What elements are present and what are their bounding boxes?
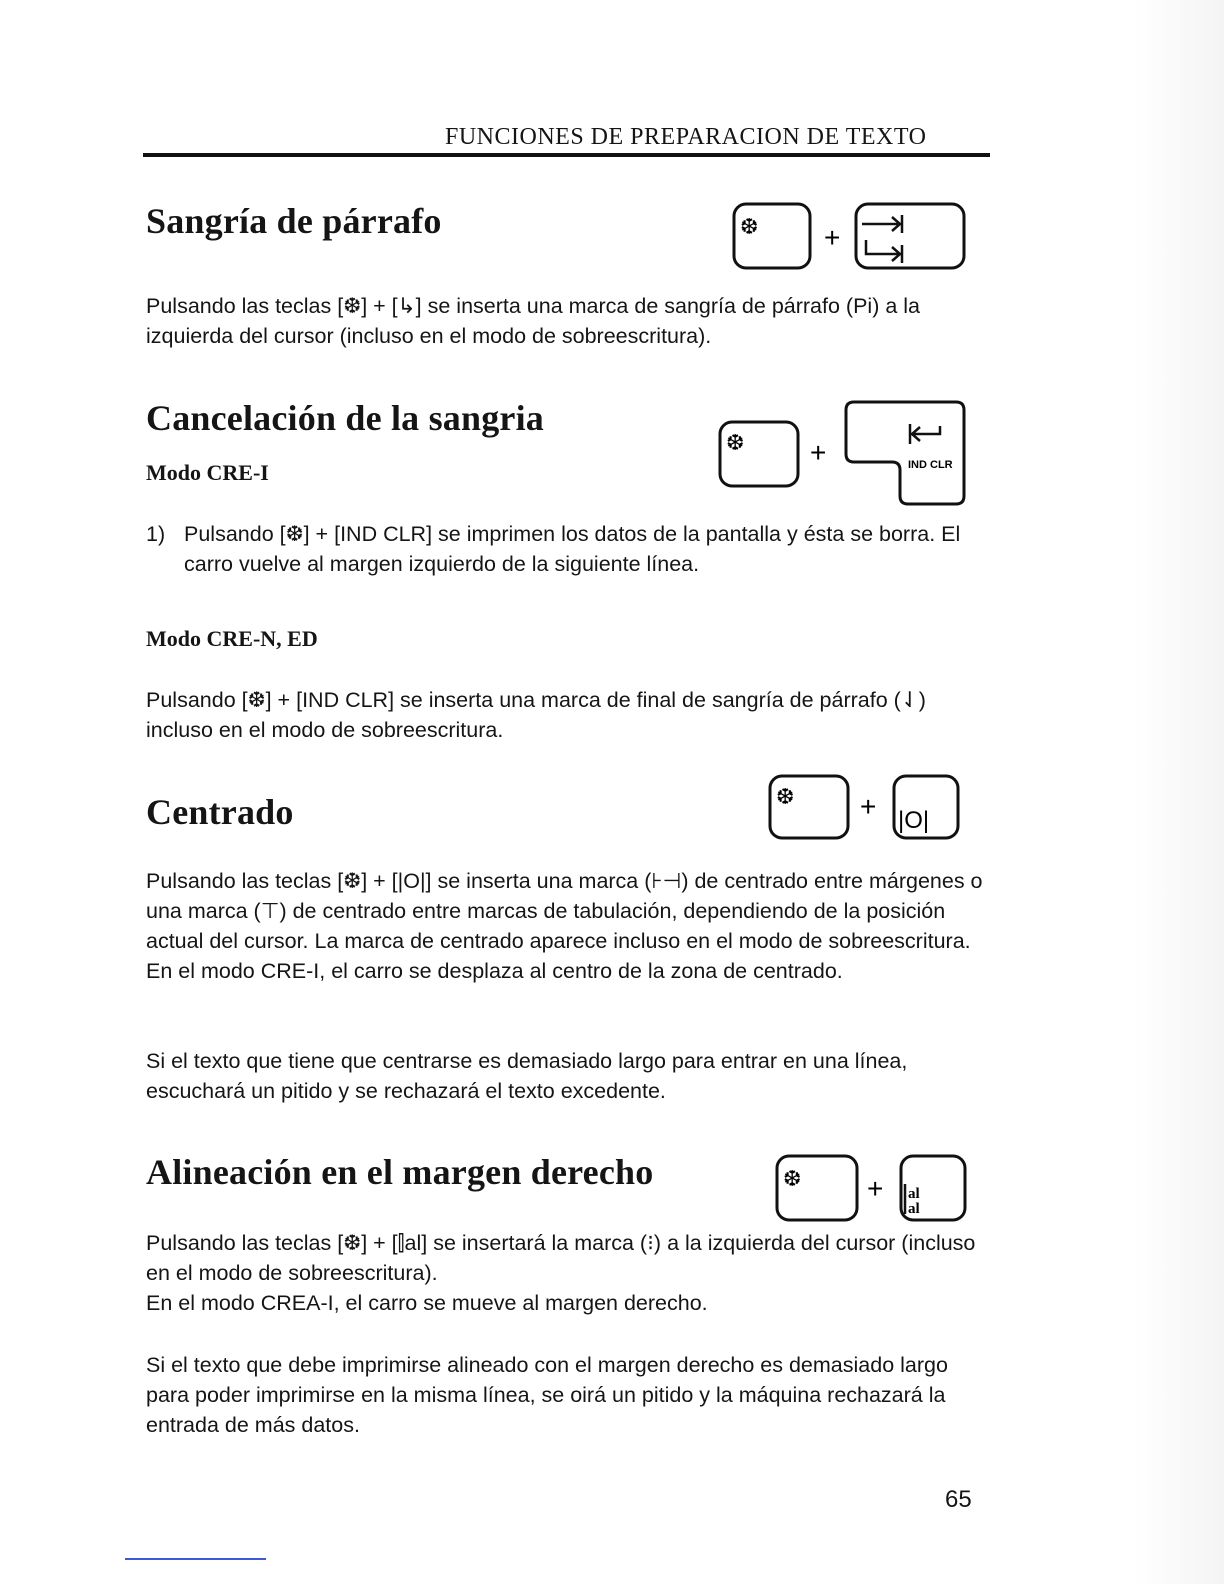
subtitle-modo-cre-i: Modo CRE-I: [146, 460, 269, 485]
align-key-label-top: al: [908, 1186, 920, 1202]
paragraph-centrado-2: Si el texto que tiene que centrarse es demasiado largo para entrar en una línea, escuchará un pitido y se rechazará el texto excedente.: [146, 1049, 908, 1103]
paragraph-alineacion-1: Pulsando las teclas [❆] + [⫿al] se insertará la marca (⁝) a la izquierda del cursor (incluso en el modo de sobreescritura).: [146, 1231, 976, 1285]
key-combo-align: [775, 1154, 971, 1224]
key-combo-align-diagram: [775, 1154, 971, 1224]
page-number: 65: [945, 1486, 972, 1513]
paragraph-alineacion-2: Si el texto que debe imprimirse alineado con el margen derecho es demasiado largo para poder imprimirse en la misma línea, se oirá un pitido y la máquina rechazará la entrada de más datos.: [146, 1353, 948, 1437]
header-rule: [143, 153, 990, 157]
paragraph-sangria: Pulsando las teclas [❆] + [↳] se inserta una marca de sangría de párrafo (Pi) a la izquierda del cursor (incluso en el modo de sobreescritura).: [146, 294, 920, 348]
plus-sign: +: [824, 222, 841, 253]
code-key-symbol: ❆: [726, 431, 745, 456]
paragraph-cancelacion: Pulsando [❆] + [IND CLR] se inserta una marca de final de sangría de párrafo (⇃) incluso en el modo de sobreescritura.: [146, 688, 926, 742]
section-title-sangria: Sangría de párrafo: [146, 201, 442, 241]
section-title-centrado: Centrado: [146, 792, 294, 832]
code-key-symbol: ❆: [740, 215, 759, 240]
ind-clr-key-icon: [910, 424, 940, 444]
plus-sign: +: [860, 791, 877, 822]
key-combo-indent-diagram: [732, 202, 968, 274]
plus-sign: +: [810, 437, 827, 468]
running-header: FUNCIONES DE PREPARACION DE TEXTO: [445, 124, 927, 150]
code-key-symbol: ❆: [776, 785, 795, 810]
ind-clr-key-label: IND CLR: [908, 459, 953, 471]
page-edge-shadow: [1132, 0, 1224, 1584]
indent-key-icon: [862, 215, 902, 263]
paragraph-alineacion-1b: En el modo CREA-I, el carro se mueve al margen derecho.: [146, 1291, 708, 1315]
key-combo-ind-clr-diagram: [718, 400, 968, 510]
list-item-number: 1): [146, 522, 166, 546]
key-combo-center-diagram: [768, 774, 964, 842]
center-key-label: |O|: [898, 807, 930, 834]
align-key-label-bottom: al: [908, 1201, 920, 1217]
ind-clr-key: [846, 402, 964, 504]
section-title-alineacion: Alineación en el margen derecho: [146, 1152, 654, 1192]
plus-sign: +: [867, 1173, 884, 1204]
paragraph-centrado-1: Pulsando las teclas [❆] + [|O|] se inserta una marca (⊦⊣) de centrado entre márgenes o una marca (⊤) de centrado entre marcas de tabulación, dependiendo de la posición actual del cursor. La marca de centrado aparece incluso en el modo de sobreescritura. En el modo CRE-I, el carro se desplaza al centro de la zona de centrado.: [146, 869, 983, 983]
list-item-text: Pulsando [❆] + [IND CLR] se imprimen los datos de la pantalla y ésta se borra. El carro vuelve al margen izquierdo de la siguiente línea.: [184, 522, 961, 576]
section-title-cancelacion: Cancelación de la sangria: [146, 398, 544, 438]
footer-rule: [125, 1558, 266, 1560]
code-key-symbol: ❆: [783, 1167, 802, 1192]
indent-key: [856, 204, 964, 268]
key-combo-ind-clr: [718, 400, 968, 510]
key-combo-center: [768, 774, 964, 842]
key-combo-indent: [732, 202, 968, 274]
subtitle-modo-cre-n-ed: Modo CRE-N, ED: [146, 626, 318, 651]
list-item-1: [146, 519, 988, 579]
